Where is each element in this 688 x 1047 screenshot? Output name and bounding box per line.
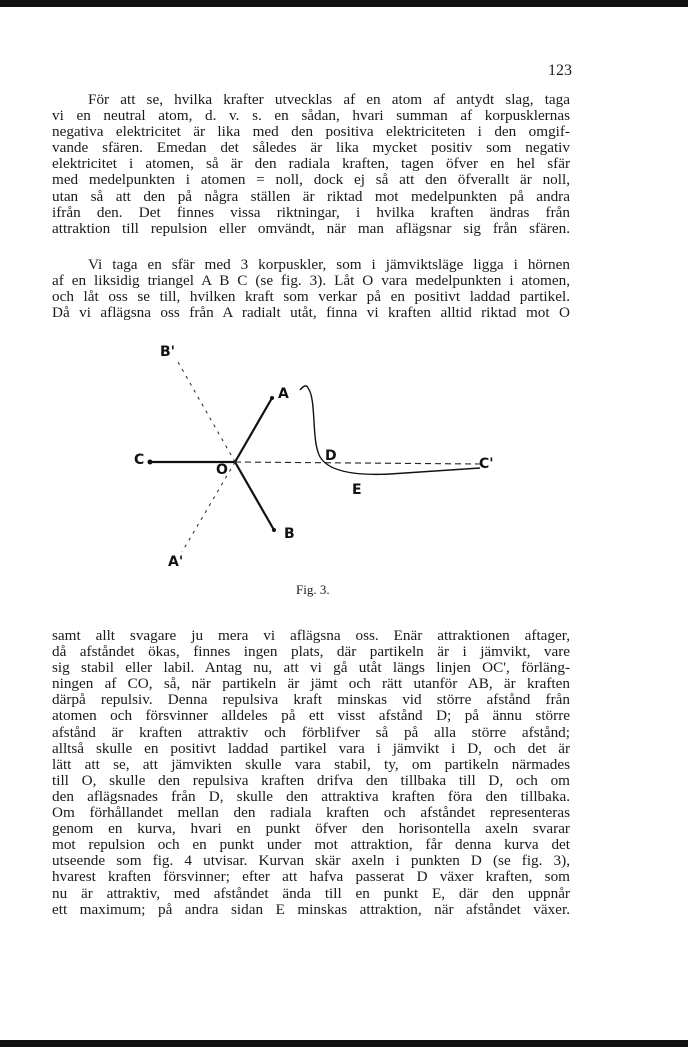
text-line: den aflägsnades från D, skulle den attraktiva kraften föra den tillbaka. — [52, 787, 570, 805]
text-line: sig stabil eller labil. Antag nu, att vi gå utåt längs linjen OC', förläng- — [52, 659, 570, 677]
text-line: utan så att den på några ställen är riktad mot medelpunkten på andra — [52, 187, 570, 205]
line-ob — [235, 462, 274, 530]
text-line: då afståndet ökas, finnes ingen plats, där partikeln är i jämvikt, vare — [52, 643, 570, 661]
curve-start-tick — [300, 386, 308, 390]
text-line: Vi taga en sfär med 3 korpuskler, som i jämviktsläge ligga i hörnen — [88, 256, 570, 273]
text-line: hvarest kraften försvinner; efter att hafva passerat D växer kraften, som — [52, 868, 570, 886]
text-line: samt allt svagare ju mera vi aflägsna oss. Enär attraktionen aftager, — [52, 627, 570, 644]
text-line: För att se, hvilka krafter utvecklas af en atom af antydt slag, taga — [88, 91, 570, 108]
text-line: attraktion till repulsion eller omvändt, när man aflägsnar sig från sfären. — [52, 219, 570, 237]
text-line: af en liksidig triangel A B C (se fig. 3). Låt O vara medelpunkten i atomen, — [52, 272, 570, 290]
label-a: A — [278, 386, 289, 402]
point-a — [270, 396, 274, 400]
line-oa — [235, 398, 272, 462]
text-line: ningen af CO, så, när partikeln är jämt och rätt utanför AB, är kraften — [52, 675, 570, 693]
text-line: negativa elektricitet är lika med den positiva elektriciteten i den omgif- — [52, 123, 570, 141]
label-e: E — [352, 482, 362, 498]
text-line: lätt att se, att jämvikten skulle vara stabil, ty, om partikeln närmades — [52, 755, 570, 773]
text-line: nu är attraktiv, med afståndet ända till en punkt E, där den uppnår — [52, 884, 570, 902]
text-line: till O, skulle den repulsiva kraften drifva den tillbaka till D, och om — [52, 771, 570, 789]
text-line: därpå repulsiv. Denna repulsiva kraft minskas vid större afstånd från — [52, 691, 570, 709]
bottom-border-rule — [0, 1040, 688, 1047]
text-line: atomen och försvinner alldeles på ett visst afstånd D; på ännu större — [52, 707, 570, 725]
text-line: med medelpunkten i atomen = noll, dock ej så att den öfverallt är noll, — [52, 171, 570, 189]
text-line: genom en kurva, hvari en punkt öfver den horisontella axeln svarar — [52, 820, 570, 838]
figure-caption: Fig. 3. — [296, 582, 330, 597]
text-line: Om förhållandet mellan den radiala kraften och afståndet representeras — [52, 804, 570, 822]
label-c-prime: C' — [479, 456, 494, 472]
text-line: mot repulsion och en punkt under mot attraktion, får denna kurva det — [52, 836, 570, 854]
point-c — [148, 460, 153, 465]
paragraph-2 — [52, 257, 570, 321]
dashed-line-ob-prime — [178, 362, 235, 462]
text-line: vi en neutral atom, d. v. s. en sådan, hvari summan af korpusklernas — [52, 107, 570, 125]
dashed-line-oc-prime — [235, 462, 480, 464]
label-a-prime: A' — [168, 554, 184, 570]
text-line: afstånd är kraften attraktiv och förblifver så på alla större afstånd; — [52, 723, 570, 741]
text-line: ifrån den. Det finnes vissa riktningar, i hvilka kraften ändras från — [52, 203, 570, 221]
text-line: alltså skulle en positivt laddad partikel vara i jämvikt i D, och det är — [52, 739, 570, 757]
text-line: och låt oss se till, hvilken kraft som verkar på en positivt laddad partikel. — [52, 288, 570, 306]
top-border-rule — [0, 0, 688, 7]
paragraph-1 — [52, 92, 570, 237]
point-b — [272, 528, 276, 532]
label-b-prime: B' — [160, 344, 175, 360]
label-d: D — [325, 448, 337, 464]
text-line: vande sfären. Emedan det således är lika mycket positiv som negativ — [52, 139, 570, 157]
text-line: Då vi aflägsna oss från A radialt utåt, finna vi kraften alltid riktad mot O — [52, 304, 570, 322]
text-line: elektricitet i atomen, så är den radiala kraften, tagen öfver en hel sfär — [52, 155, 570, 173]
label-c: C — [134, 452, 145, 468]
figure-3-diagram — [120, 340, 520, 580]
text-line: utseende som fig. 4 utvisar. Kurvan skär axeln i punkten D (se fig. 3), — [52, 852, 570, 870]
page-number: 123 — [548, 62, 572, 79]
force-diagram — [120, 340, 520, 580]
paragraph-3 — [52, 628, 570, 918]
label-b: B — [284, 526, 295, 542]
text-line: ett maximum; på andra sidan E minskas attraktion, när afståndet växer. — [52, 900, 570, 918]
label-o: O — [216, 462, 228, 478]
